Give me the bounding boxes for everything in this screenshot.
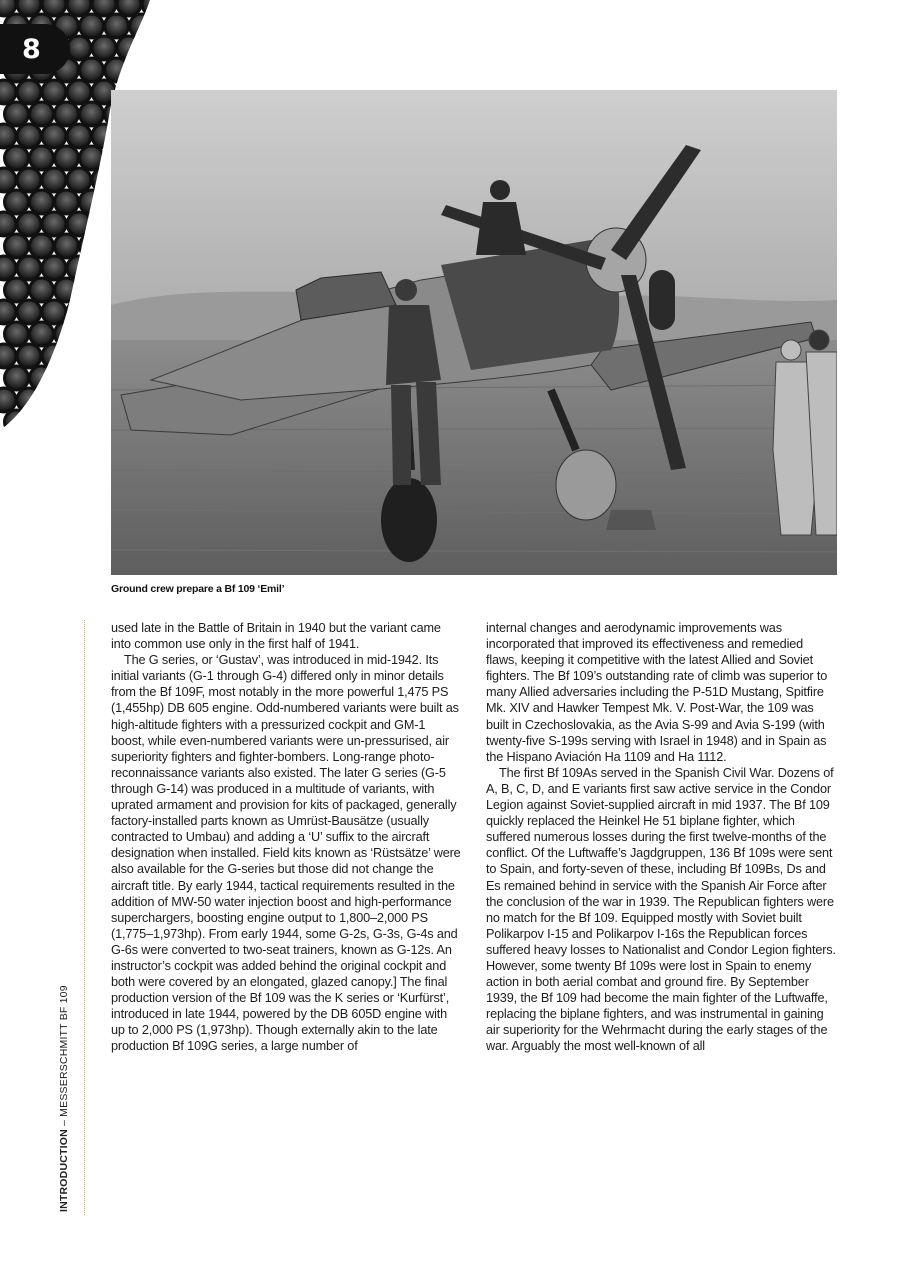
honeycomb-cell (42, 168, 66, 192)
honeycomb-cell (55, 322, 79, 346)
honeycomb-cell (80, 234, 104, 258)
honeycomb-cell (17, 388, 41, 412)
honeycomb-cell (30, 410, 54, 434)
honeycomb-cell (17, 300, 41, 324)
paragraph: The G series, or ‘Gustav’, was introduced in mid-1942. Its initial variants (G-1 through G-4) differed only in minor details from the Bf 109F, most notably in the more powerful 1,475 PS (1,455hp) DB 605 engine. Odd-numbered variants were built as high-altitude fighters with a pressurized cockpit and GM-1 boost, while even-numbered variants were un-pressurised, air superiority fighters and fighter-bombers. Long-range photo-reconnaissance variants also existed. The later G series (G-5 through G-14) was produced in a multitude of variants, with uprated armament and provision for kits of packaged, generally factory-installed parts known as Umrüst-Bausätze (usually contracted to Umbau) and adding a ‘U’ suffix to the aircraft designation when installed. Field kits known as ‘Rüstsätze’ were also available for the G-series but those did not change the aircraft title. By early 1944, tactical requirements resulted in the addition of MW-50 water injection boost and high-performance superchargers, boosting engine output to 1,800–2,000 PS (1,775–1,973hp). From early 1944, some G-2s, G-3s, G-4s and G-6s were converted to two-seat trainers, known as G-12s. An instructor’s cockpit was added behind the original cockpit and both were covered by an elongated, glazed canopy.] The final production version of the Bf 109 was the K series or ‘Kurfürst’, introduced in late 1944, powered by the DB 605D engine with up to 2,000 PS (1,973hp). Though externally akin to the late production Bf 109G series, a large number of (111, 653, 461, 1054)
honeycomb-cell (67, 168, 91, 192)
honeycomb-cell (17, 80, 41, 104)
honeycomb-cell (0, 344, 16, 368)
honeycomb-cell (42, 300, 66, 324)
honeycomb-cell (142, 36, 166, 60)
aircraft-photo (111, 90, 837, 575)
page-number: 8 (22, 33, 40, 65)
honeycomb-cell (0, 432, 16, 440)
honeycomb-cell (55, 278, 79, 302)
honeycomb-cell (155, 58, 171, 82)
honeycomb-cell (17, 432, 41, 440)
honeycomb-cell (0, 256, 16, 280)
honeycomb-cell (55, 234, 79, 258)
honeycomb-cell (5, 366, 29, 390)
honeycomb-cell (80, 14, 104, 38)
honeycomb-cell (5, 322, 29, 346)
body-column-left (111, 620, 462, 1055)
page-number-badge (0, 24, 70, 74)
running-title (58, 985, 70, 1212)
honeycomb-cell (55, 102, 79, 126)
honeycomb-cell (0, 388, 16, 412)
tree (649, 270, 675, 330)
honeycomb-cell (67, 36, 91, 60)
honeycomb-cell (55, 366, 79, 390)
honeycomb-cell (42, 256, 66, 280)
body-column-right (486, 620, 837, 1055)
honeycomb-cell (80, 146, 104, 170)
honeycomb-cell (105, 14, 129, 38)
honeycomb-cell (142, 0, 166, 16)
honeycomb-cell (5, 410, 29, 434)
honeycomb-cell (80, 410, 104, 434)
honeycomb-cell (42, 80, 66, 104)
honeycomb-cell (42, 432, 66, 440)
honeycomb-cell (0, 300, 16, 324)
honeycomb-cell (80, 322, 104, 346)
margin-rule (84, 620, 85, 1215)
honeycomb-cell (67, 388, 91, 412)
honeycomb-cell (55, 146, 79, 170)
wheel-chock (606, 510, 656, 530)
honeycomb-cell (30, 278, 54, 302)
honeycomb-cell (17, 168, 41, 192)
honeycomb-cell (67, 212, 91, 236)
honeycomb-cell (30, 146, 54, 170)
honeycomb-cell (0, 124, 16, 148)
honeycomb-cell (5, 234, 29, 258)
honeycomb-cell (42, 212, 66, 236)
honeycomb-cell (30, 322, 54, 346)
honeycomb-cell (5, 102, 29, 126)
running-title-book: – MESSERSCHMITT BF 109 (58, 985, 70, 1130)
honeycomb-cell (67, 256, 91, 280)
honeycomb-cell (42, 344, 66, 368)
honeycomb-cell (17, 124, 41, 148)
honeycomb-cell (42, 124, 66, 148)
honeycomb-cell (67, 80, 91, 104)
honeycomb-cell (55, 410, 79, 434)
honeycomb-cell (0, 80, 16, 104)
honeycomb-cell (67, 124, 91, 148)
honeycomb-cell (17, 212, 41, 236)
honeycomb-cell (105, 58, 129, 82)
honeycomb-cell (80, 278, 104, 302)
wheel-left (381, 478, 437, 562)
honeycomb-cell (5, 190, 29, 214)
honeycomb-cell (80, 190, 104, 214)
wheel-right-fairing (556, 450, 616, 520)
honeycomb-cell (155, 14, 171, 38)
honeycomb-cell (30, 102, 54, 126)
honeycomb-cell (0, 168, 16, 192)
honeycomb-cell (80, 366, 104, 390)
honeycomb-cell (5, 278, 29, 302)
honeycomb-cell (17, 256, 41, 280)
paragraph: internal changes and aerodynamic improvements was incorporated that improved its effectiveness and remedied flaws, keeping it competitive with the latest Allied and Soviet fighters. The Bf 109’s outstanding rate of climb was superior to many Allied adversaries including the P-51D Mustang, Spitfire Mk. XIV and Hawker Tempest Mk. V. Post-War, the 109 was built in Czechoslovakia, as the Avia S-99 and Avia S-199 (with twenty-five S-199s serving with Israel in 1948) and in Spain as the Hispano Aviación Ha 1109 and Ha 1112. (486, 621, 828, 764)
honeycomb-cell (67, 344, 91, 368)
paragraph: used late in the Battle of Britain in 1940 but the variant came into common use only in the first half of 1941. (111, 621, 441, 652)
honeycomb-cell (55, 190, 79, 214)
honeycomb-cell (117, 36, 141, 60)
honeycomb-cell (130, 58, 154, 82)
honeycomb-cell (67, 300, 91, 324)
aircraft-photo-illustration (111, 90, 837, 575)
honeycomb-cell (67, 432, 91, 440)
honeycomb-cell (30, 234, 54, 258)
honeycomb-cell (42, 388, 66, 412)
paragraph: The first Bf 109As served in the Spanish Civil War. Dozens of A, B, C, D, and E variants first saw active service in the Condor Legion against Soviet-supplied aircraft in mid 1937. The Bf 109 quickly replaced the Heinkel He 51 biplane fighter, which suffered numerous losses during the first twelve-months of the conflict. Of the Luftwaffe’s Jagdgruppen, 136 Bf 109s were sent to Spain, and forty-seven of these, including Bf 109Bs, Ds and Es remained behind in service with the Spanish Air Force after the conclusion of the war in 1939. The Republican fighters were no match for the Bf 109. Equipped mostly with Soviet built Polikarpov I-15 and Polikarpov I-16s the Republican forces suffered heavy losses to Nationalist and Condor Legion fighters. However, some twenty Bf 109s were lost in Spain to enemy action in both aerial combat and ground fire. By September 1939, the Bf 109 had become the main fighter of the Luftwaffe, replacing the biplane fighters, and was instrumental in gaining air superiority for the Wehrmacht during the early stages of the war. Arguably the most well-known of all (486, 765, 836, 1054)
honeycomb-cell (92, 36, 116, 60)
honeycomb-cell (80, 58, 104, 82)
honeycomb-cell (0, 212, 16, 236)
honeycomb-cell (5, 146, 29, 170)
honeycomb-cell (80, 102, 104, 126)
running-title-section: INTRODUCTION (58, 1129, 70, 1212)
honeycomb-cell (17, 344, 41, 368)
honeycomb-cell (30, 190, 54, 214)
honeycomb-cell (30, 366, 54, 390)
figure-caption: Ground crew prepare a Bf 109 ‘Emil’ (111, 583, 285, 595)
honeycomb-cell (130, 14, 154, 38)
